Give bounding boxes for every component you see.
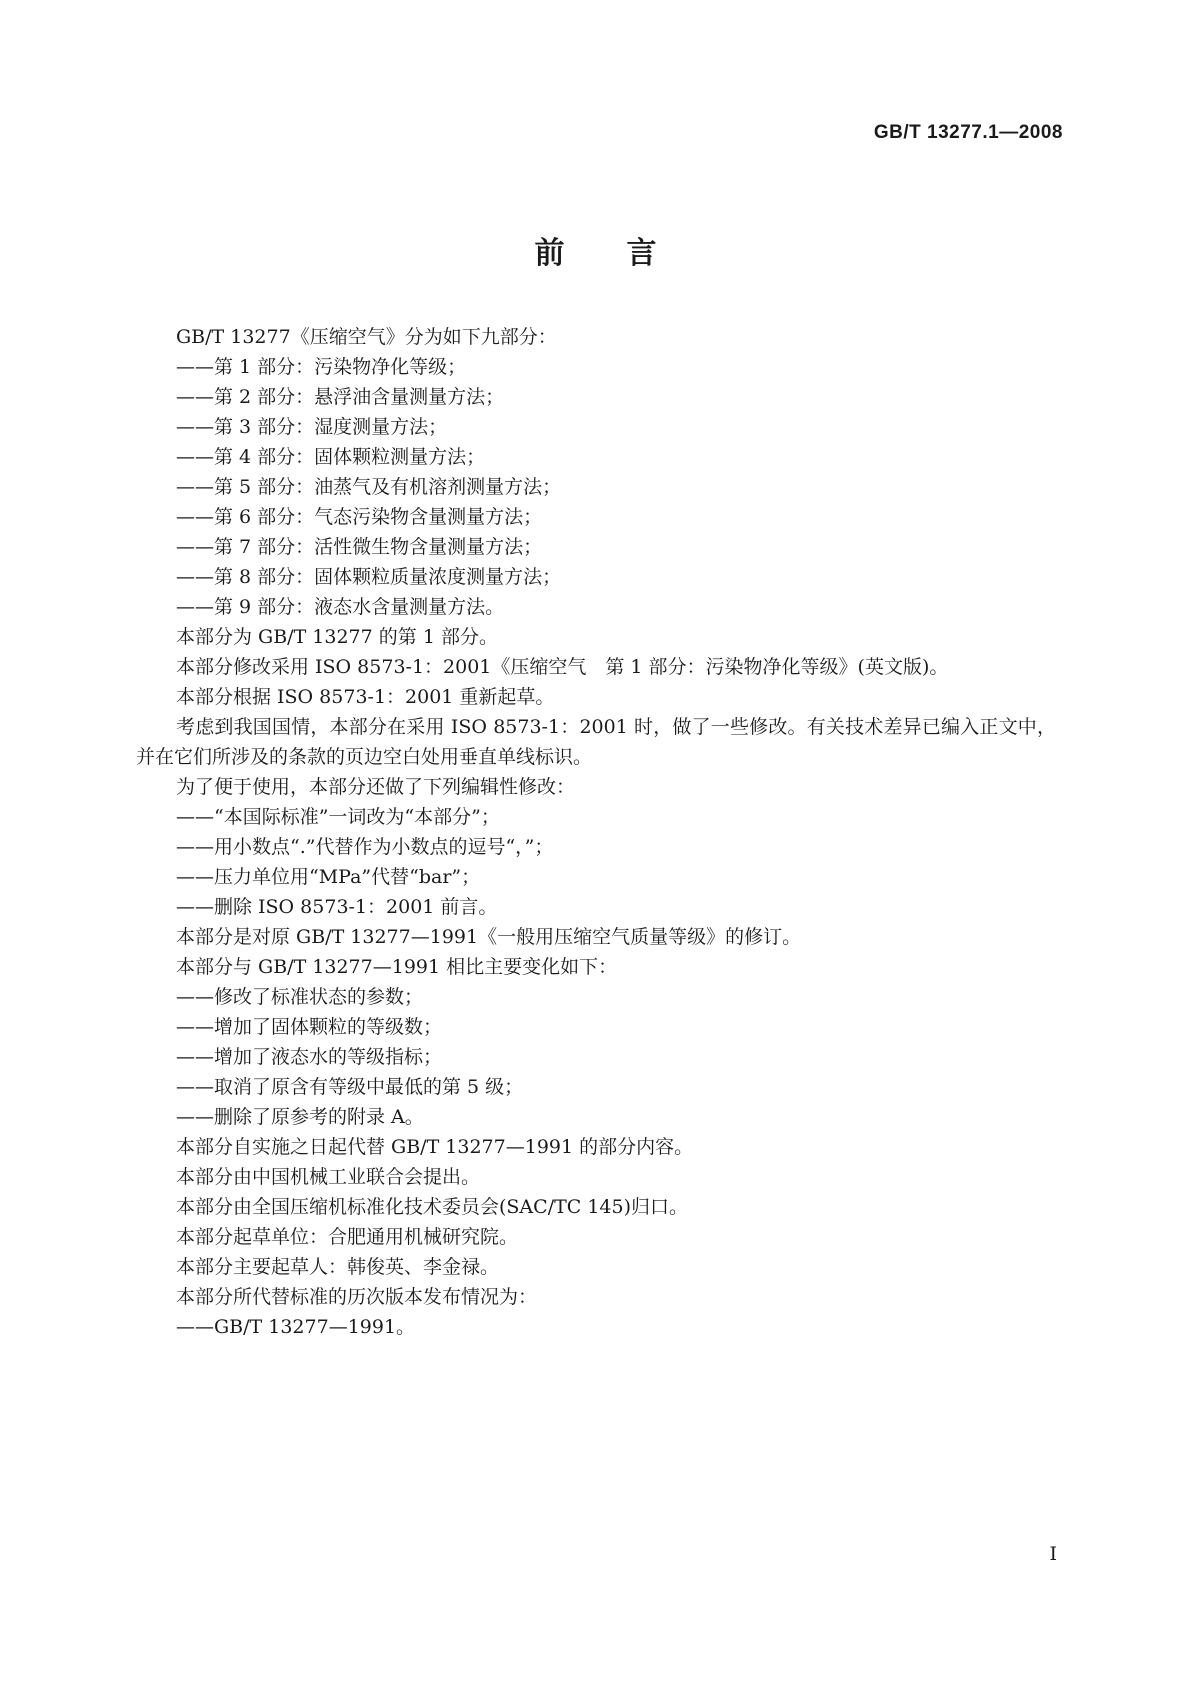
list-item: ——“本国际标准”一词改为“本部分”； xyxy=(176,806,500,828)
list-item: ——第 4 部分：固体颗粒测量方法； xyxy=(176,446,486,468)
list-item: ——第 3 部分：湿度测量方法； xyxy=(176,416,448,438)
list-item: ——第 2 部分：悬浮油含量测量方法； xyxy=(176,386,505,408)
list-item: ——增加了液态水的等级指标； xyxy=(176,1046,443,1068)
paragraph: 本部分修改采用 ISO 8573-1：2001《压缩空气 第 1 部分：污染物净化等级》(英文版)。 xyxy=(176,656,949,678)
paragraph: 本部分由全国压缩机标准化技术委员会(SAC/TC 145)归口。 xyxy=(176,1196,689,1218)
list-item: ——增加了固体颗粒的等级数； xyxy=(176,1016,443,1038)
paragraph: 本部分主要起草人：韩俊英、李金禄。 xyxy=(176,1256,500,1278)
standard-number: GB/T 13277.1—2008 xyxy=(873,122,1063,143)
list-item: ——第 6 部分：气态污染物含量测量方法； xyxy=(176,506,543,528)
paragraph: GB/T 13277《压缩空气》分为如下九部分： xyxy=(176,326,557,348)
paragraph: 本部分与 GB/T 13277—1991 相比主要变化如下： xyxy=(176,956,618,978)
list-item: ——第 1 部分：污染物净化等级； xyxy=(176,356,467,378)
list-item: ——第 7 部分：活性微生物含量测量方法； xyxy=(176,536,543,558)
page-number: I xyxy=(1049,1543,1057,1565)
list-item: ——第 5 部分：油蒸气及有机溶剂测量方法； xyxy=(176,476,562,498)
list-item: ——第 8 部分：固体颗粒质量浓度测量方法； xyxy=(176,566,562,588)
list-item: ——删除 ISO 8573-1：2001 前言。 xyxy=(176,896,498,918)
list-item: ——第 9 部分：液态水含量测量方法。 xyxy=(176,596,505,618)
page-title: 前言 xyxy=(534,236,719,271)
paragraph: 本部分是对原 GB/T 13277—1991《一般用压缩空气质量等级》的修订。 xyxy=(176,926,802,948)
paragraph: 为了便于使用，本部分还做了下列编辑性修改： xyxy=(176,776,576,798)
list-item: ——GB/T 13277—1991。 xyxy=(176,1316,416,1338)
list-item: ——压力单位用“MPa”代替“bar”； xyxy=(176,866,481,888)
paragraph: 本部分起草单位：合肥通用机械研究院。 xyxy=(176,1226,519,1248)
paragraph: 本部分自实施之日起代替 GB/T 13277—1991 的部分内容。 xyxy=(176,1136,694,1158)
list-item: ——用小数点“.”代替作为小数点的逗号“，”； xyxy=(176,836,554,858)
paragraph: 本部分根据 ISO 8573-1：2001 重新起草。 xyxy=(176,686,555,708)
list-item: ——取消了原含有等级中最低的第 5 级； xyxy=(176,1076,524,1098)
paragraph: 本部分所代替标准的历次版本发布情况为： xyxy=(176,1286,538,1308)
paragraph: 本部分为 GB/T 13277 的第 1 部分。 xyxy=(176,626,498,648)
foreword-body xyxy=(136,322,1056,1342)
list-item: ——修改了标准状态的参数； xyxy=(176,986,424,1008)
list-item: ——删除了原参考的附录 A。 xyxy=(176,1106,424,1128)
paragraph: 考虑到我国国情，本部分在采用 ISO 8573-1：2001 时，做了一些修改。有关技术差异已编入正文中，并在它们所涉及的条款的页边空白处用垂直单线标识。 xyxy=(136,716,1056,768)
paragraph: 本部分由中国机械工业联合会提出。 xyxy=(176,1166,481,1188)
